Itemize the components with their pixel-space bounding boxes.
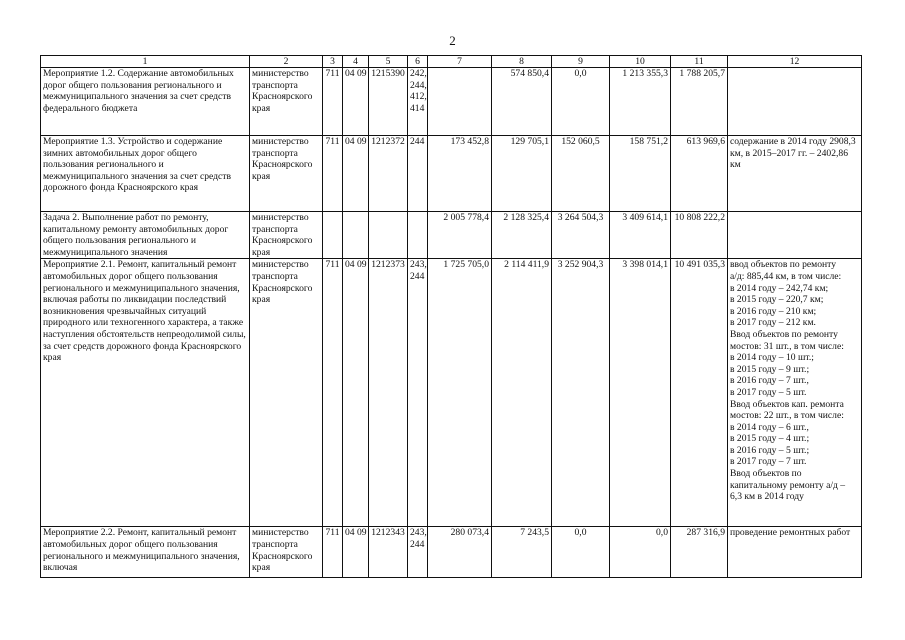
table-row xyxy=(41,68,862,136)
column-header: 2 xyxy=(250,56,323,68)
vr-code-cell xyxy=(408,136,428,212)
table-row xyxy=(41,259,862,527)
executor-cell: министерство транспорта Красноярского края xyxy=(250,527,323,578)
column-header: 7 xyxy=(428,56,492,68)
amount-2015-cell: 574 850,4 xyxy=(492,68,552,136)
vr-code-cell-line: 244 xyxy=(410,538,425,550)
vr-code-cell-line: 244, xyxy=(410,79,427,91)
vr-code-cell-line: 414 xyxy=(410,102,425,114)
amount-2015-cell: 7 243,5 xyxy=(492,527,552,578)
activity-name-cell: Мероприятие 1.2. Содержание автомобильных дорог общего пользования регионального и межмуниципального значения за счет средств федерального бюджета xyxy=(41,68,250,136)
rzpr-code-cell: 04 09 xyxy=(343,68,369,136)
amount-2015-cell: 129 705,1 xyxy=(492,136,552,212)
expected-result-cell-line: в 2016 году – 5 шт.; xyxy=(730,444,810,456)
expected-result-cell xyxy=(728,212,862,259)
rzpr-code-cell: 04 09 xyxy=(343,136,369,212)
expected-result-cell-line: в 2016 году – 210 км; xyxy=(730,305,817,317)
column-header: 12 xyxy=(728,56,862,68)
table-row xyxy=(41,212,862,259)
rzpr-code-cell xyxy=(343,212,369,259)
vr-code-cell-line: 243, xyxy=(410,259,427,271)
csr-code-cell: 1212343 xyxy=(369,527,408,578)
column-header: 10 xyxy=(610,56,671,68)
csr-code-cell xyxy=(369,212,408,259)
amount-2015-cell: 2 114 411,9 xyxy=(492,259,552,527)
expected-result-cell-line: мостов: 22 шт., в том числе: xyxy=(730,410,844,422)
vr-code-cell-line: 243, xyxy=(410,527,427,539)
activity-name-cell: Задача 2. Выполнение работ по ремонту, капитальному ремонту автомобильных дорог общего пользования регионального и межмуниципального значения xyxy=(41,212,250,259)
vr-code-cell-line: 242, xyxy=(410,68,427,79)
expected-result-cell-line: в 2015 году – 220,7 км; xyxy=(730,294,824,306)
activity-name-cell: Мероприятие 2.2. Ремонт, капитальный ремонт автомобильных дорог общего пользования регионального и межмуниципального значения, включая xyxy=(41,527,250,578)
amount-total-cell: 1 788 205,7 xyxy=(671,68,728,136)
activity-name-cell: Мероприятие 2.1. Ремонт, капитальный ремонт автомобильных дорог общего пользования регионального и межмуниципального значения, включая работы по ликвидации последствий возникновения чрезвычайных ситуаций природного или техногенного характера, а также наступления обстоятельств непреодолимой силы, за счет средств дорожного фонда Красноярского края xyxy=(41,259,250,527)
vr-code-cell xyxy=(408,527,428,578)
vr-code-cell xyxy=(408,212,428,259)
amount-2017-cell: 158 751,2 xyxy=(610,136,671,212)
amount-2017-cell: 1 213 355,3 xyxy=(610,68,671,136)
expected-result-cell-line: Ввод объектов кап. ремонта xyxy=(730,398,844,410)
grbs-code-cell: 711 xyxy=(323,527,343,578)
executor-cell: министерство транспорта Красноярского края xyxy=(250,212,323,259)
amount-2017-cell: 3 398 014,1 xyxy=(610,259,671,527)
amount-total-cell: 287 316,9 xyxy=(671,527,728,578)
amount-2014-cell: 280 073,4 xyxy=(428,527,492,578)
grbs-code-cell: 711 xyxy=(323,68,343,136)
expected-result-cell-line: в 2017 году – 5 шт. xyxy=(730,386,807,398)
vr-code-cell xyxy=(408,68,428,136)
expected-result-cell-line: мостов: 31 шт., в том числе: xyxy=(730,340,844,352)
csr-code-cell: 1215390 xyxy=(369,68,408,136)
expected-result-cell xyxy=(728,527,862,578)
amount-2017-cell: 0,0 xyxy=(610,527,671,578)
column-header: 1 xyxy=(41,56,250,68)
amount-2017-cell: 3 409 614,1 xyxy=(610,212,671,259)
amount-2016-cell: 152 060,5 xyxy=(552,136,610,212)
expected-result-cell-line: Ввод объектов по ремонту xyxy=(730,328,838,340)
table-row xyxy=(41,136,862,212)
amount-total-cell: 10 491 035,3 xyxy=(671,259,728,527)
expected-result-cell-line: в 2017 году – 7 шт. xyxy=(730,456,807,468)
amount-2016-cell: 0,0 xyxy=(552,68,610,136)
amount-2016-cell: 3 264 504,3 xyxy=(552,212,610,259)
executor-cell: министерство транспорта Красноярского края xyxy=(250,136,323,212)
activity-name-cell: Мероприятие 1.3. Устройство и содержание зимних автомобильных дорог общего пользования регионального и межмуниципального значения за счет средств дорожного фонда Красноярского края xyxy=(41,136,250,212)
expected-result-cell-line: в 2017 году – 212 км. xyxy=(730,317,816,329)
csr-code-cell: 1212372 xyxy=(369,136,408,212)
expected-result-cell-line: проведение ремонтных работ xyxy=(730,527,851,539)
expected-result-cell xyxy=(728,136,862,212)
expected-result-cell xyxy=(728,68,862,136)
amount-2014-cell xyxy=(428,68,492,136)
rzpr-code-cell: 04 09 xyxy=(343,259,369,527)
grbs-code-cell: 711 xyxy=(323,136,343,212)
vr-code-cell-line: 244 xyxy=(410,270,425,282)
expected-result-cell-line: в 2014 году – 10 шт.; xyxy=(730,352,814,364)
column-header: 9 xyxy=(552,56,610,68)
grbs-code-cell xyxy=(323,212,343,259)
expected-result-cell-line: в 2014 году – 6 шт., xyxy=(730,421,809,433)
vr-code-cell-line: 412, xyxy=(410,91,427,103)
column-header: 4 xyxy=(343,56,369,68)
expected-result-cell xyxy=(728,259,862,527)
vr-code-cell xyxy=(408,259,428,527)
expected-result-cell-line: содержание в 2014 году 2908,3 км, в 2015–2017 гг. – 2402,86 км xyxy=(730,136,856,171)
amount-2014-cell: 1 725 705,0 xyxy=(428,259,492,527)
amount-2015-cell: 2 128 325,4 xyxy=(492,212,552,259)
executor-cell: министерство транспорта Красноярского края xyxy=(250,68,323,136)
amount-2014-cell: 2 005 778,4 xyxy=(428,212,492,259)
amount-total-cell: 10 808 222,2 xyxy=(671,212,728,259)
amount-2014-cell: 173 452,8 xyxy=(428,136,492,212)
expected-result-cell-line: а/д: 885,44 км, в том числе: xyxy=(730,270,842,282)
amount-2016-cell: 0,0 xyxy=(552,527,610,578)
expected-result-cell-line: Ввод объектов по xyxy=(730,468,802,480)
expected-result-cell-line: в 2014 году – 242,74 км; xyxy=(730,282,829,294)
amount-2016-cell: 3 252 904,3 xyxy=(552,259,610,527)
grbs-code-cell: 711 xyxy=(323,259,343,527)
rzpr-code-cell: 04 09 xyxy=(343,527,369,578)
expected-result-cell-line: в 2015 году – 4 шт.; xyxy=(730,433,810,445)
table-row xyxy=(41,527,862,578)
vr-code-cell-line: 244 xyxy=(410,136,425,147)
column-header: 5 xyxy=(369,56,408,68)
executor-cell: министерство транспорта Красноярского края xyxy=(250,259,323,527)
column-header: 6 xyxy=(408,56,428,68)
expected-result-cell-line: в 2015 году – 9 шт.; xyxy=(730,363,810,375)
column-header: 8 xyxy=(492,56,552,68)
column-header: 11 xyxy=(671,56,728,68)
program-activities-table xyxy=(40,55,862,578)
table-header-row xyxy=(41,56,862,68)
expected-result-cell-line: в 2016 году – 7 шт., xyxy=(730,375,809,387)
column-header: 3 xyxy=(323,56,343,68)
expected-result-cell-line: ввод объектов по ремонту xyxy=(730,259,837,271)
expected-result-cell-line: 6,3 км в 2014 году xyxy=(730,491,804,503)
page-number: 2 xyxy=(449,33,456,48)
amount-total-cell: 613 969,6 xyxy=(671,136,728,212)
expected-result-cell-line: капитальному ремонту а/д – xyxy=(730,479,846,491)
csr-code-cell: 1212373 xyxy=(369,259,408,527)
